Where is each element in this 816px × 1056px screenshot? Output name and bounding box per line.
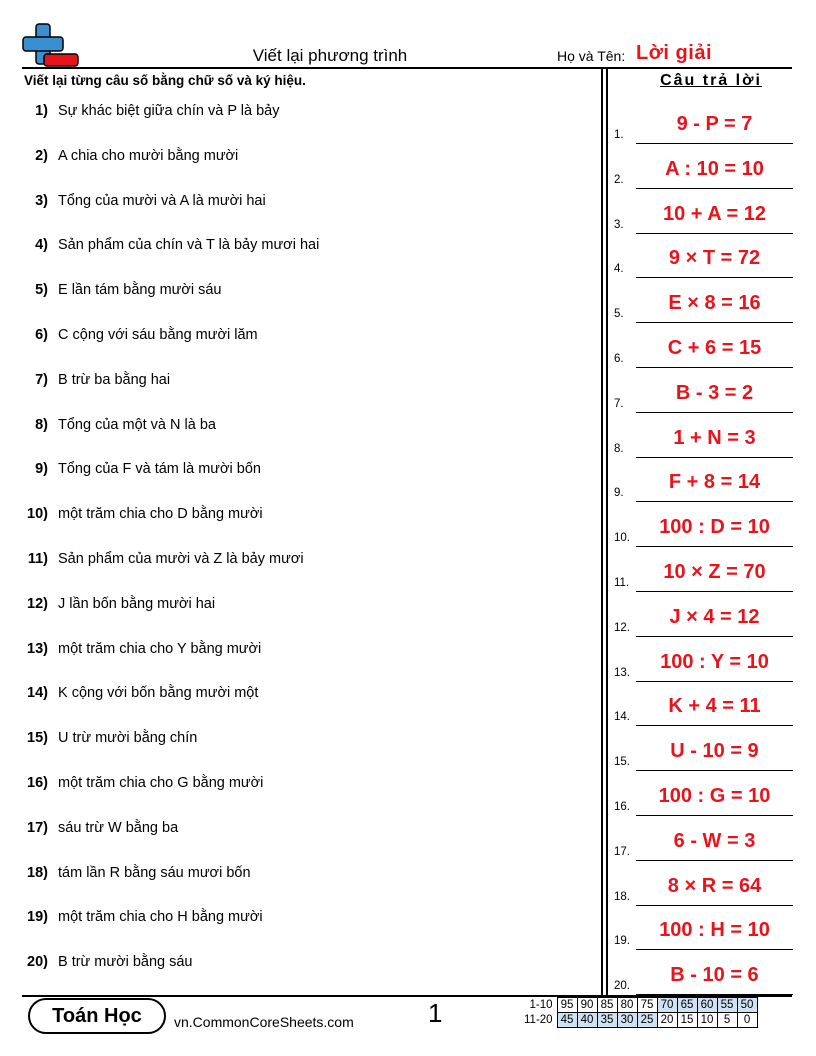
answer-value: 100 : G = 10 [658,785,771,807]
answer-item [612,247,797,276]
answer-number: 3. [614,218,624,231]
answer-line [636,367,793,368]
question-text: C cộng với sáu bằng mười lăm [58,327,258,343]
answer-line [636,591,793,592]
answer-line [636,188,793,189]
answer-number: 6. [614,353,624,365]
question-text: một trăm chia cho G bằng mười [58,775,264,791]
question-number: 12) [27,595,48,612]
answer-line [636,905,793,906]
answer-item [612,381,797,410]
brand-badge: Toán Học [28,998,166,1034]
answer-line [636,457,793,458]
answer-item [612,695,797,724]
question-number: 14) [27,685,48,702]
answer-line [636,501,793,502]
question-number: 11) [27,551,48,567]
answer-value: F + 8 = 14 [668,471,761,494]
answer-number: 7. [614,397,624,410]
score-cell: 85 [597,998,617,1013]
answer-number: 15. [614,756,630,769]
answer-item [612,292,797,321]
answer-value: E × 8 = 16 [668,292,761,315]
question-number: 17) [27,819,48,836]
answer-value: 10 × Z = 70 [663,561,766,583]
answer-number: 16. [614,801,630,813]
answer-line [636,725,793,726]
plus-minus-logo-icon [22,22,80,70]
answers-heading: Câu trả lời [660,72,762,89]
answer-item [612,605,797,634]
question-number: 4) [35,237,48,254]
score-cell: 20 [657,1013,677,1028]
answer-value: K + 4 = 11 [668,695,761,718]
question-text: Sản phẩm của chín và T là bảy mươi hai [58,237,320,254]
name-label: Họ và Tên: [557,48,626,64]
answer-line [636,770,793,771]
score-table [522,997,758,1028]
answer-line [636,546,793,547]
answer-number: 12. [614,621,630,634]
question-text: K cộng với bốn bằng mười một [58,685,259,702]
answer-value: 8 × R = 64 [667,874,762,897]
answer-item [612,157,797,186]
answer-item [612,919,797,948]
score-cell: 95 [557,998,577,1013]
answer-item [612,113,797,141]
answer-value: C + 6 = 15 [667,337,762,359]
answer-value: 100 : H = 10 [659,919,770,942]
score-row [522,1013,757,1028]
score-cell: 30 [617,1013,637,1028]
answer-line [636,681,793,682]
answer-item [612,650,797,679]
question-number: 2) [35,147,48,164]
answer-number: 1. [614,129,624,141]
answer-item [612,337,797,365]
question-text: Tổng của một và N là ba [58,416,216,433]
score-cell: 90 [577,998,597,1013]
answer-number: 11. [614,577,630,589]
answer-item [612,874,797,903]
answer-item [612,829,797,858]
question-number: 7) [35,371,48,388]
answer-number: 13. [614,666,630,679]
question-text: E lần tám bằng mười sáu [58,282,222,299]
question-text: một trăm chia cho H bằng mười [58,909,263,926]
question-number: 16) [27,775,48,791]
answer-value: 10 + A = 12 [662,202,767,225]
question-text: A chia cho mười bằng mười [58,147,239,164]
site-url: vn.CommonCoreSheets.com [174,1014,354,1030]
instructions: Viết lại từng câu số bằng chữ số và ký hiệu. [24,73,306,88]
score-cell: 75 [637,998,657,1013]
score-cell: 35 [597,1013,617,1028]
score-row-label: 11-20 [524,1014,553,1026]
answer-number: 9. [614,487,624,500]
answer-number: 8. [614,442,624,455]
answer-line [636,322,793,323]
question-number: 13) [27,640,48,657]
answer-item [612,426,797,455]
score-cell: 50 [737,998,757,1013]
question-text: một trăm chia cho Y bằng mười [58,640,262,657]
answer-item [612,516,797,545]
question-number: 1) [35,103,48,119]
answer-value: 100 : Y = 10 [660,650,769,673]
answer-item [612,202,797,231]
answer-value: B - 10 = 6 [670,964,759,987]
question-text: một trăm chia cho D bằng mười [58,506,263,523]
answer-number: 18. [614,890,630,903]
answer-number: 2. [614,173,624,186]
question-number: 5) [35,282,48,299]
answer-number: 5. [614,308,624,321]
question-number: 3) [35,192,48,209]
score-cell: 60 [697,998,717,1013]
question-text: Tổng của mười và A là mười hai [58,192,266,209]
question-number: 19) [27,909,48,926]
question-text: U trừ mười bằng chín [58,730,198,747]
question-text: Tổng của F và tám là mười bốn [58,461,261,478]
answer-value: B - 3 = 2 [675,381,754,404]
question-text: sáu trừ W bằng ba [58,819,179,836]
answer-line [636,949,793,950]
page-title: Viết lại phương trình [252,46,408,65]
answer-item [612,561,797,589]
header-divider [22,67,792,69]
answer-value: 6 - W = 3 [673,829,756,852]
answer-line [636,277,793,278]
question-number: 6) [35,327,48,343]
score-row-label: 1-10 [529,999,553,1011]
score-row [522,998,757,1013]
score-cell: 10 [697,1013,717,1028]
question-text: B trừ mười bằng sáu [58,954,193,971]
score-cell: 5 [717,1013,737,1028]
question-text: J lần bốn bằng mười hai [58,595,216,612]
question-text: B trừ ba bằng hai [58,371,171,388]
score-cell: 55 [717,998,737,1013]
answer-line [636,815,793,816]
answer-value: 9 - P = 7 [676,113,753,135]
answer-value: 9 × T = 72 [668,247,761,270]
score-cell: 80 [617,998,637,1013]
answer-line [636,143,793,144]
question-text: tám lần R bằng sáu mươi bốn [58,864,251,881]
question-number: 10) [27,506,48,523]
column-divider-left [601,67,603,997]
score-cell: 45 [557,1013,577,1028]
answer-value: U - 10 = 9 [670,740,759,763]
page-number: 1 [428,998,443,1028]
score-cell: 65 [677,998,697,1013]
answer-number: 14. [614,711,630,724]
question-number: 20) [27,954,48,971]
question-number: 18) [27,864,48,881]
answer-number: 4. [614,263,624,276]
answer-item [612,785,797,813]
answer-line [636,860,793,861]
answer-item [612,471,797,500]
score-cell: 0 [737,1013,757,1028]
answer-number: 20. [614,980,630,993]
answer-value: J × 4 = 12 [669,605,760,628]
answer-number: 19. [614,935,630,948]
score-cell: 70 [657,998,677,1013]
answer-line [636,233,793,234]
name-value: Lời giải [636,42,713,64]
score-cell: 25 [637,1013,657,1028]
question-number: 8) [35,416,48,433]
answer-value: 1 + N = 3 [673,426,756,449]
column-divider-right [606,67,608,997]
question-text: Sự khác biệt giữa chín và P là bảy [58,103,280,119]
answer-value: A : 10 = 10 [665,157,764,180]
score-cell: 40 [577,1013,597,1028]
answer-number: 10. [614,532,630,545]
answer-line [636,412,793,413]
question-text: Sản phẩm của mười và Z là bảy mươi [58,551,304,567]
answer-item [612,964,797,993]
question-number: 9) [35,461,48,478]
score-cell: 15 [677,1013,697,1028]
answer-line [636,636,793,637]
answer-number: 17. [614,845,630,858]
answer-value: 100 : D = 10 [659,516,770,539]
answer-item [612,740,797,769]
question-number: 15) [27,730,48,747]
